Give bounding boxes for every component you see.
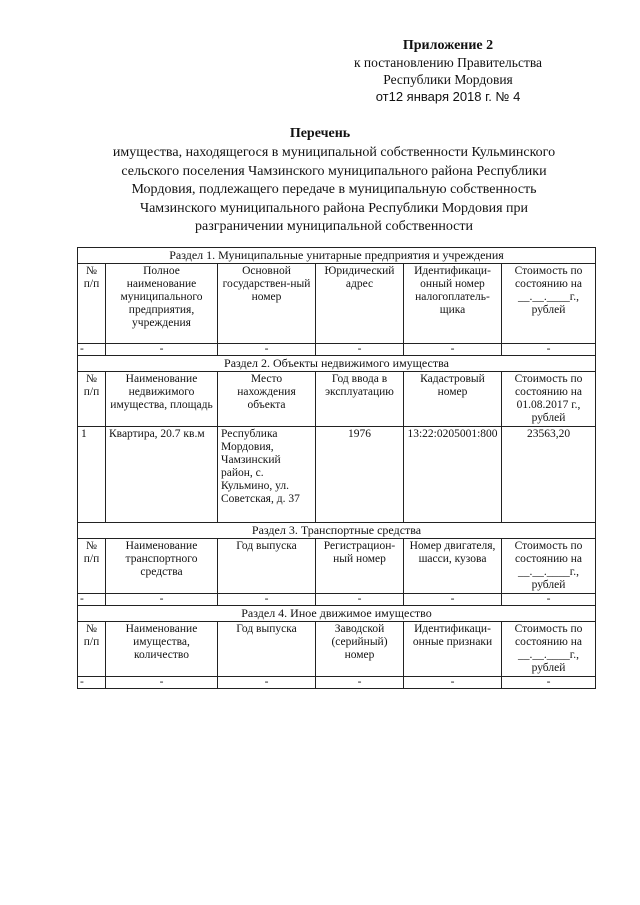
table-row	[78, 594, 596, 606]
section-2-header-row	[78, 372, 596, 427]
section-title: Раздел 4. Иное движимое имущество	[78, 606, 596, 622]
header-cell: Стоимость по состоянию на __.__.____г., рублей	[502, 539, 596, 594]
header-cell: Основной государствен-ный номер	[218, 264, 316, 344]
table-cell: -	[502, 677, 596, 689]
table-cell: 13:22:0205001:800	[404, 427, 502, 523]
subtitle-line: разграничении муниципальной собственности	[195, 219, 473, 234]
section-title: Раздел 3. Транспортные средства	[78, 523, 596, 539]
section-3-title-row	[78, 523, 596, 539]
table-cell: -	[218, 594, 316, 606]
header-cell: Наименование недвижимого имущества, площадь	[106, 372, 218, 427]
table-cell: -	[404, 344, 502, 356]
table-cell: -	[502, 344, 596, 356]
header-cell: Заводской (серийный) номер	[316, 622, 404, 677]
table-row	[78, 344, 596, 356]
header-cell: Юридический адрес	[316, 264, 404, 344]
header-cell: Наименование транспортного средства	[106, 539, 218, 594]
table-cell: Квартира, 20.7 кв.м	[106, 427, 218, 523]
table-cell: -	[316, 594, 404, 606]
section-3-header-row	[78, 539, 596, 594]
table-cell: -	[316, 677, 404, 689]
subtitle-line: Мордовия, подлежащего передаче в муниципальную собственность	[131, 182, 537, 197]
subtitle-line: Чамзинского муниципального района Республики Мордовия при	[139, 200, 528, 216]
header-cell: Год выпуска	[218, 539, 316, 594]
header-cell: Кадастровый номер	[404, 372, 502, 427]
header-cell: Год выпуска	[218, 622, 316, 677]
header-cell: Полное наименование муниципального предприятия, учреждения	[106, 264, 218, 344]
table-cell: -	[78, 677, 106, 689]
header-cell: № п/п	[78, 622, 106, 677]
section-1-header-row	[78, 264, 596, 344]
table-row	[78, 427, 596, 523]
table-cell: 1976	[316, 427, 404, 523]
header-cell: Регистрацион-ный номер	[316, 539, 404, 594]
header-cell: № п/п	[78, 264, 106, 344]
table-row	[78, 677, 596, 689]
decree-reference: от12 января 2018 г. № 4	[375, 89, 521, 104]
table-cell: -	[78, 344, 106, 356]
table-cell: Республика Мордовия, Чамзинский район, с. Кульмино, ул. Советская, д. 37	[218, 427, 316, 523]
table-cell: -	[106, 594, 218, 606]
header-cell: Стоимость по состоянию на __.__.____г., рублей	[502, 622, 596, 677]
header-cell: Стоимость по состоянию на __.__.____г., рублей	[502, 264, 596, 344]
subtitle-line: имущества, находящегося в муниципальной собственности Кульминского	[112, 145, 556, 160]
table-cell: -	[106, 677, 218, 689]
header-cell: Идентификаци-онные признаки	[404, 622, 502, 677]
header-cell: № п/п	[78, 372, 106, 427]
table-cell: -	[404, 594, 502, 606]
table-cell: -	[404, 677, 502, 689]
header-cell: Год ввода в эксплуатацию	[316, 372, 404, 427]
table-cell: -	[218, 344, 316, 356]
section-title: Раздел 1. Муниципальные унитарные предприятия и учреждения	[78, 248, 596, 264]
section-4-header-row	[78, 622, 596, 677]
header-cell: № п/п	[78, 539, 106, 594]
appendix-line-1: к постановлению Правительства	[353, 55, 543, 70]
section-title: Раздел 2. Объекты недвижимого имущества	[78, 356, 596, 372]
property-table	[77, 247, 596, 689]
document-title: Перечень	[289, 126, 351, 141]
appendix-header	[323, 37, 573, 105]
table-cell: -	[106, 344, 218, 356]
section-4-title-row	[78, 606, 596, 622]
header-cell: Наименование имущества, количество	[106, 622, 218, 677]
table-cell: -	[502, 594, 596, 606]
table-cell: -	[78, 594, 106, 606]
header-cell: Идентификаци-онный номер налогоплатель-щика	[404, 264, 502, 344]
header-cell: Место нахождения объекта	[218, 372, 316, 427]
header-cell: Стоимость по состоянию на 01.08.2017 г., рублей	[502, 372, 596, 427]
subtitle-line: сельского поселения Чамзинского муниципального района Республики	[121, 163, 547, 179]
table-cell: -	[316, 344, 404, 356]
document-subtitle	[74, 144, 594, 237]
table-cell: -	[218, 677, 316, 689]
appendix-title: Приложение 2	[402, 38, 494, 53]
section-2-title-row	[78, 356, 596, 372]
table-cell: 1	[78, 427, 106, 523]
appendix-line-2: Республики Мордовия	[383, 72, 513, 87]
table-cell: 23563,20	[502, 427, 596, 523]
section-1-title-row	[78, 248, 596, 264]
header-cell: Номер двигателя, шасси, кузова	[404, 539, 502, 594]
